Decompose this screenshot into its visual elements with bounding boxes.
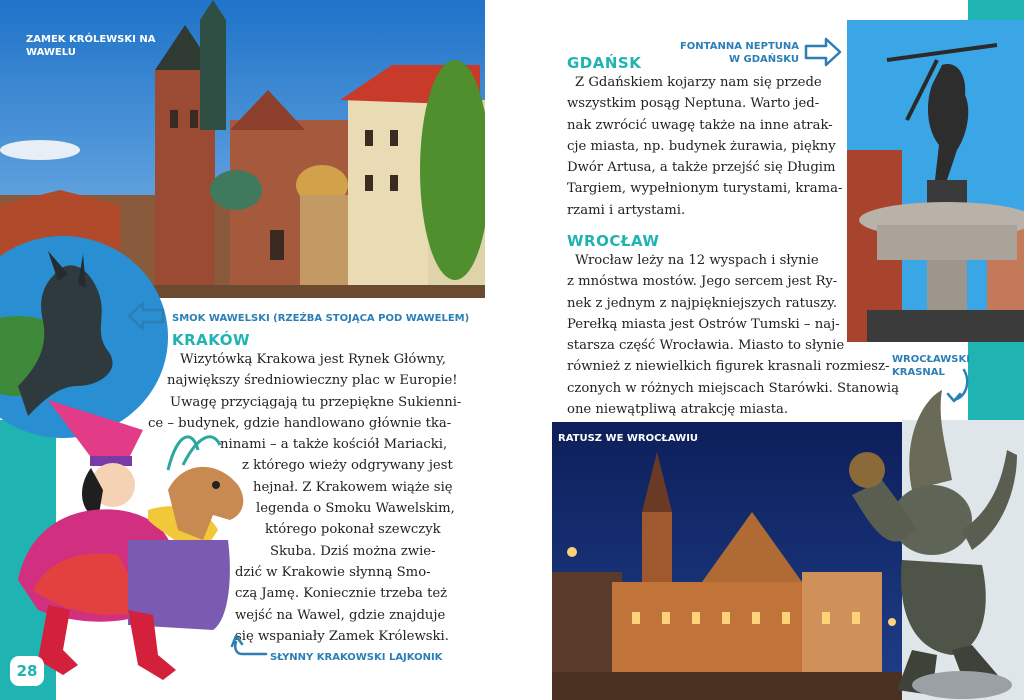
krakow-line: się wspaniały Zamek Królewski.: [235, 628, 449, 644]
wroclaw-line: Perełką miasta jest Ostrów Tumski – naj-: [567, 316, 840, 332]
caption-neptune: FONTANNA NEPTUNA W GDAŃSKU: [679, 41, 799, 65]
wroclaw-line: nek z jednym z najpiękniejszych ratuszy.: [567, 295, 838, 311]
krakow-line: którego pokonał szewczyk: [265, 522, 441, 538]
krakow-line: ninami – a także kościół Mariacki,: [220, 437, 448, 453]
krakow-paragraph: [148, 349, 462, 647]
krakow-line: największy średniowieczny plac w Europie!: [167, 373, 458, 389]
krakow-line: wejść na Wawel, gdzie znajduje: [235, 607, 446, 623]
gdansk-paragraph: [567, 72, 842, 221]
gdansk-line: wszystkim posąg Neptuna. Warto jed-: [567, 96, 820, 112]
heading-krakow: KRAKÓW: [172, 331, 251, 349]
arrow-right-icon: [804, 36, 842, 68]
krakow-line: czą Jamę. Koniecznie trzeba też: [235, 586, 448, 602]
wroclaw-line: czonych w różnych miejscach Starówki. Stanowią: [567, 380, 899, 396]
caption-lajkonik: SŁYNNY KRAKOWSKI LAJKONIK: [270, 652, 443, 663]
krakow-line: legenda o Smoku Wawelskim,: [256, 501, 455, 517]
wroclaw-line: Wrocław leży na 12 wyspach i słynie: [575, 253, 819, 268]
krakow-line: z którego wieży odgrywany jest: [242, 458, 453, 474]
krakow-line: hejnał. Z Krakowem wiąże się: [253, 479, 453, 495]
krakow-line: dzić w Krakowie słynną Smo-: [235, 564, 431, 580]
gdansk-line: Dwór Artusa, a także przejść się Długim: [567, 160, 836, 176]
caption-castle: ZAMEK KRÓLEWSKI NA WAWELU: [26, 34, 156, 58]
heading-gdansk: GDAŃSK: [567, 54, 642, 72]
wroclaw-line: również z niewielkich figurek krasnali rozmiesz-: [567, 359, 890, 375]
wroclaw-line: one niewątpliwą atrakcję miasta.: [567, 402, 789, 418]
gdansk-line: nak zwrócić uwagę także na inne atrak-: [567, 117, 833, 133]
right-page: [512, 0, 1024, 700]
heading-wroclaw: WROCŁAW: [567, 232, 660, 250]
gdansk-line: Targiem, wypełnionym turystami, krama-: [567, 181, 843, 197]
wroclaw-line: starsza część Wrocławia. Miasto to słynie: [567, 338, 845, 354]
gdansk-line: rzami i artystami.: [567, 202, 686, 218]
krakow-line: Skuba. Dziś można zwie-: [270, 543, 436, 559]
caption-gnome: WROCŁAWSKI KRASNAL: [892, 354, 970, 378]
arrow-curved-icon: [230, 632, 268, 662]
gdansk-line: Z Gdańskiem kojarzy nam się przede: [575, 75, 822, 90]
wroclaw-line: z mnóstwa mostów. Jego sercem jest Ry-: [567, 274, 838, 290]
gdansk-line: cje miasta, np. budynek żurawia, piękny: [567, 138, 836, 154]
caption-dragon: SMOK WAWELSKI (RZEŹBA STOJĄCA POD WAWELEM): [172, 313, 470, 324]
arrow-left-icon: [127, 300, 165, 332]
page-number: 28: [10, 656, 44, 686]
krakow-line: Uwagę przyciągają tu przepiękne Sukienni-: [170, 394, 462, 410]
caption-town-hall: RATUSZ WE WROCŁAWIU: [558, 433, 699, 444]
krakow-line: ce – budynek, gdzie handlowano głównie tka-: [148, 415, 452, 431]
krakow-line: Wizytówką Krakowa jest Rynek Główny,: [180, 352, 447, 367]
wroclaw-gnome-photo: [842, 380, 1024, 700]
